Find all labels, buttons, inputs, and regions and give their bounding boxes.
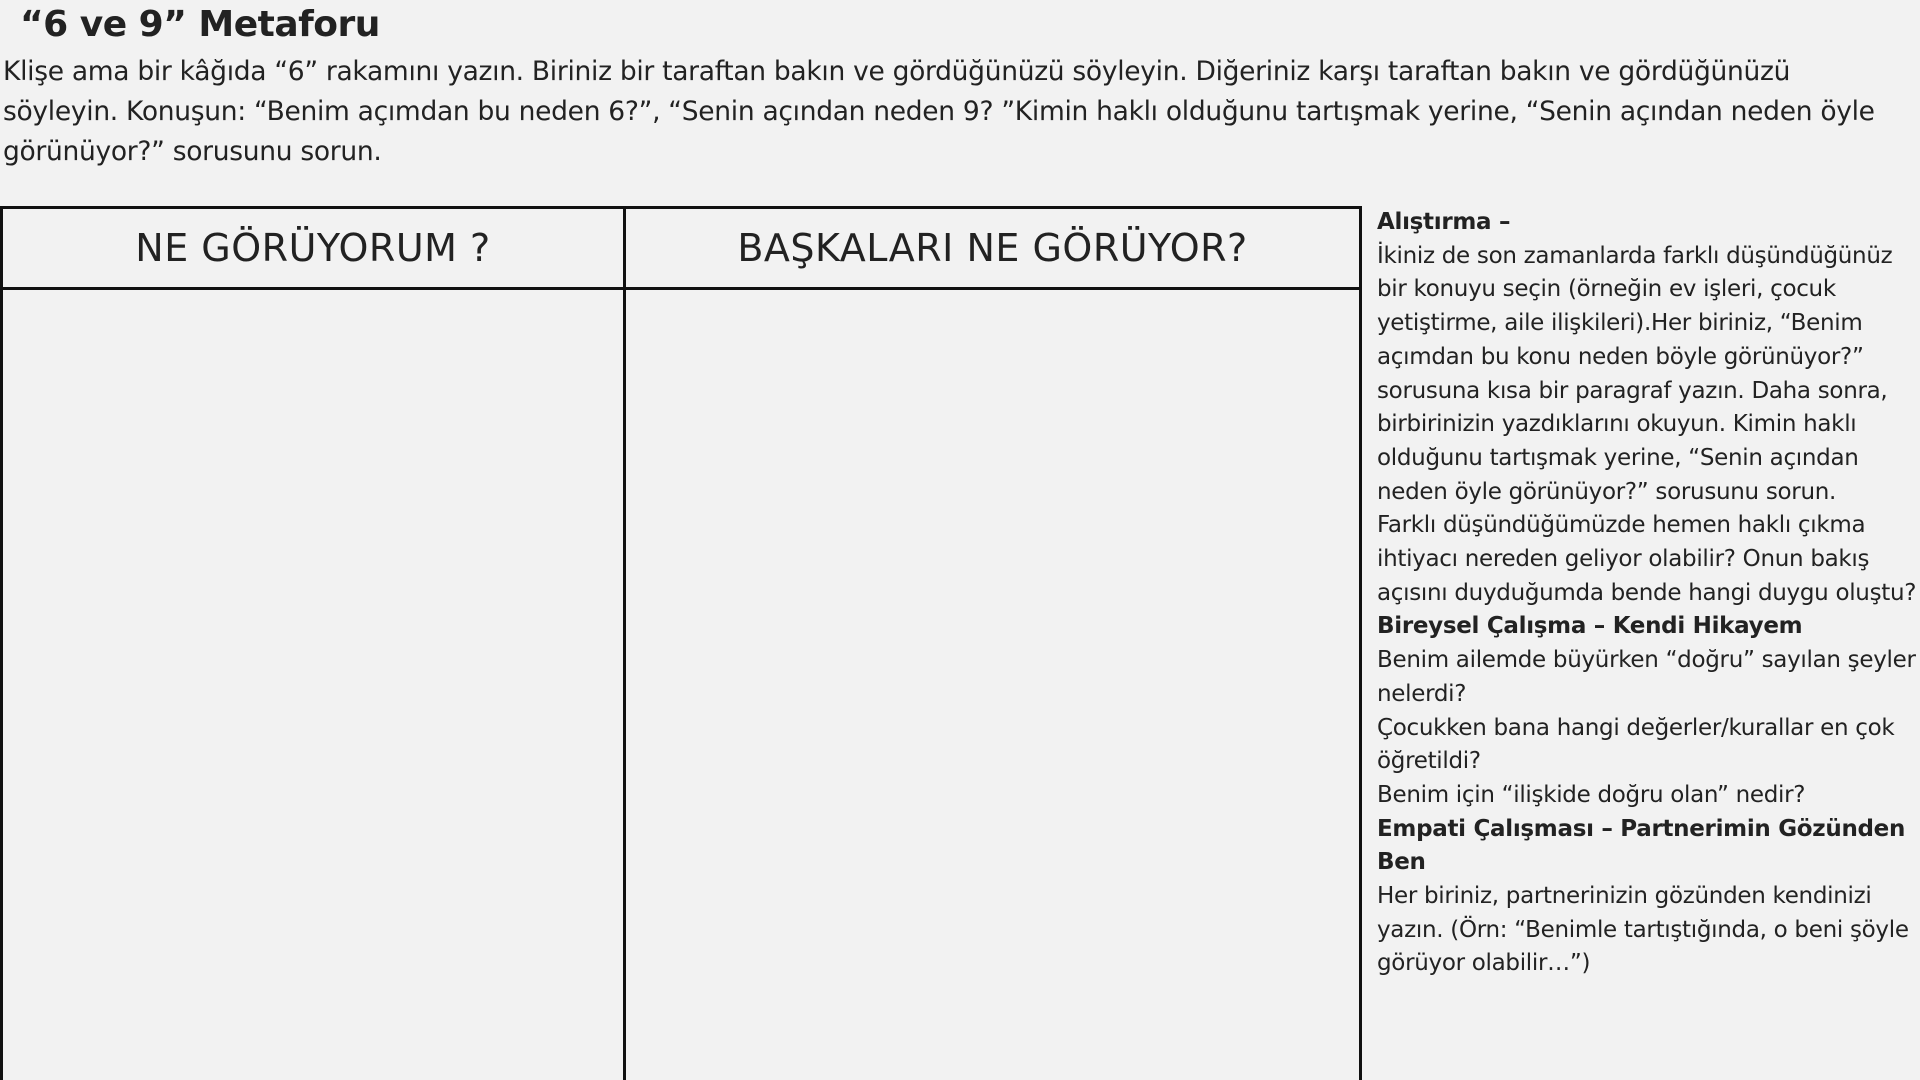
instructions-sidebar <box>1377 206 1917 981</box>
empathy-heading: Empati Çalışması – Partnerimin Gözünden Ben <box>1377 815 1906 876</box>
column-header-what-i-see: NE GÖRÜYORUM ? <box>2 208 625 289</box>
exercise-question: Farklı düşündüğümüzde hemen haklı çıkma ihtiyacı nereden geliyor olabilir? Onun bakış açısını duyduğumda bende hangi duygu oluştu? <box>1377 512 1917 606</box>
intro-paragraph: Klişe ama bir kâğıda “6” rakamını yazın. Biriniz bir taraftan bakın ve gördüğünüzü söyleyin. Diğeriniz karşı taraftan bakın ve gördüğünüzü söyleyin. Konuşun: “Benim açımdan bu neden 6?”, “Senin açından neden 9? ”Kimin haklı olduğunu tartışmak yerine, “Senin açından neden öyle görünüyor?” sorusunu sorun. <box>3 56 1875 167</box>
worksheet-header-row <box>2 208 1361 289</box>
writing-area-what-i-see[interactable] <box>2 289 625 1080</box>
individual-question-1: Benim ailemde büyürken “doğru” sayılan şeyler nelerdi? <box>1377 647 1916 707</box>
column-header-what-others-see: BAŞKALARI NE GÖRÜYOR? <box>625 208 1361 289</box>
individual-heading: Bireysel Çalışma – Kendi Hikayem <box>1377 613 1803 640</box>
exercise-body: İkiniz de son zamanlarda farklı düşündüğünüz bir konuyu seçin (örneğin ev işleri, çocuk yetiştirme, aile ilişkileri).Her biriniz, “Benim açımdan bu konu neden böyle görünüyor?” sorusuna kısa bir paragraf yazın. Daha sonra, birbirinizin yazdıklarını okuyun. Kimin haklı olduğunu tartışmak yerine, “Senin açından neden öyle görünüyor?” sorusunu sorun. <box>1377 242 1893 505</box>
exercise-heading: Alıştırma – <box>1377 209 1511 235</box>
worksheet-table <box>0 206 1362 1080</box>
page-title: “6 ve 9” Metaforu <box>20 4 380 45</box>
empathy-body: Her biriniz, partnerinizin gözünden kendinizi yazın. (Örn: “Benimle tartıştığında, o beni şöyle görüyor olabilir…”) <box>1377 883 1909 977</box>
worksheet-writing-row <box>2 289 1361 1080</box>
individual-question-2: Çocukken bana hangi değerler/kurallar en çok öğretildi? <box>1377 714 1895 775</box>
individual-question-3: Benim için “ilişkide doğru olan” nedir? <box>1377 781 1806 808</box>
writing-area-what-others-see[interactable] <box>625 289 1361 1080</box>
